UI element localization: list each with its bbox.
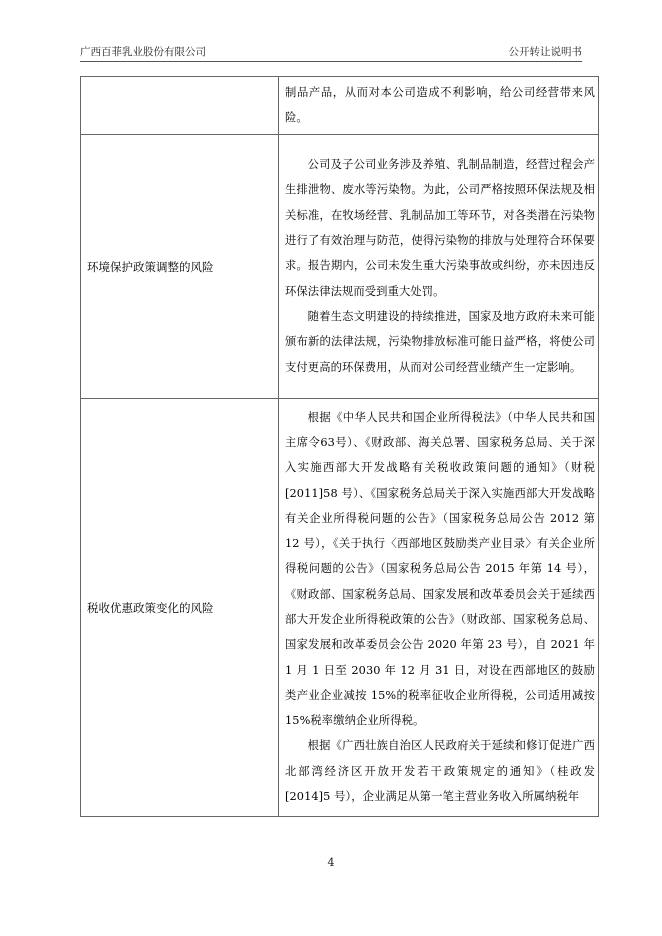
risk-paragraph: 制品产品，从而对本公司造成不利影响，给公司经营带来风险。 xyxy=(285,85,595,124)
risk-description-cell xyxy=(279,135,599,399)
table-row xyxy=(81,135,599,399)
risk-paragraph: 根据《中华人民共和国企业所得税法》（中华人民共和国主席令63号）、《财政部、海关总署、国家税务总局、关于深入实施西部大开发战略有关税收政策问题的通知》（财税[2011]58 号）、《国家税务总局关于深入实施西部大开发战略有关企业所得税问题的公告》（国家税务总局公告 2012 第 12 号），《关于执行〈西部地区鼓励类产业目录〉有关企业所得税问题的公告》（国家税务总局公告 2015 年第 14 号），《财政部、国家税务总局、国家发展和改革委员会关于延续西部大开发企业所得税政策的公告》（财政部、国家税务总局、国家发展和改革委员会公告 2020 年第 23 号），自 2021 年 1 月 1 日至 2030 年 12 月 31 日，对设在西部地区的鼓励类产业企业减按 15%的税率征收企业所得税，公司适用减按 15%税率缴纳企业所得税。 xyxy=(285,410,595,728)
risk-paragraph: 公司及子公司业务涉及养殖、乳制品制造，经营过程会产生排泄物、废水等污染物。为此，公司严格按照环保法规及相关标准，在牧场经营、乳制品加工等环节，对各类潜在污染物进行了有效治理与防范，使得污染物的排放与处理符合环保要求。报告期内，公司未发生重大污染事故或纠纷，亦未因违反环保法律法规而受到重大处罚。 xyxy=(285,158,595,298)
page-header xyxy=(80,44,582,60)
risk-label-cell: 税收优惠政策变化的风险 xyxy=(81,399,279,817)
risk-paragraph: 随着生态文明建设的持续推进，国家及地方政府未来可能颁布新的法律法规，污染物排放标准可能日益严格，将使公司支付更高的环保费用，从而对公司经营业绩产生一定影响。 xyxy=(285,309,595,374)
header-divider xyxy=(80,61,582,62)
header-document-title: 公开转让说明书 xyxy=(508,46,582,58)
table-row xyxy=(81,77,599,135)
risk-label-cell xyxy=(81,77,279,135)
risk-description-cell xyxy=(279,399,599,817)
risk-label-cell: 环境保护政策调整的风险 xyxy=(81,135,279,399)
page-number: 4 xyxy=(327,856,335,869)
table-row xyxy=(81,399,599,817)
risk-table xyxy=(80,76,599,817)
risk-description-cell xyxy=(279,77,599,135)
risk-paragraph: 根据《广西壮族自治区人民政府关于延续和修订促进广西北部湾经济区开放开发若干政策规定的通知》（桂政发[2014]5 号），企业满足从第一笔主营业务收入所属纳税年 xyxy=(285,739,595,804)
header-company-name: 广西百菲乳业股份有限公司 xyxy=(80,46,206,58)
